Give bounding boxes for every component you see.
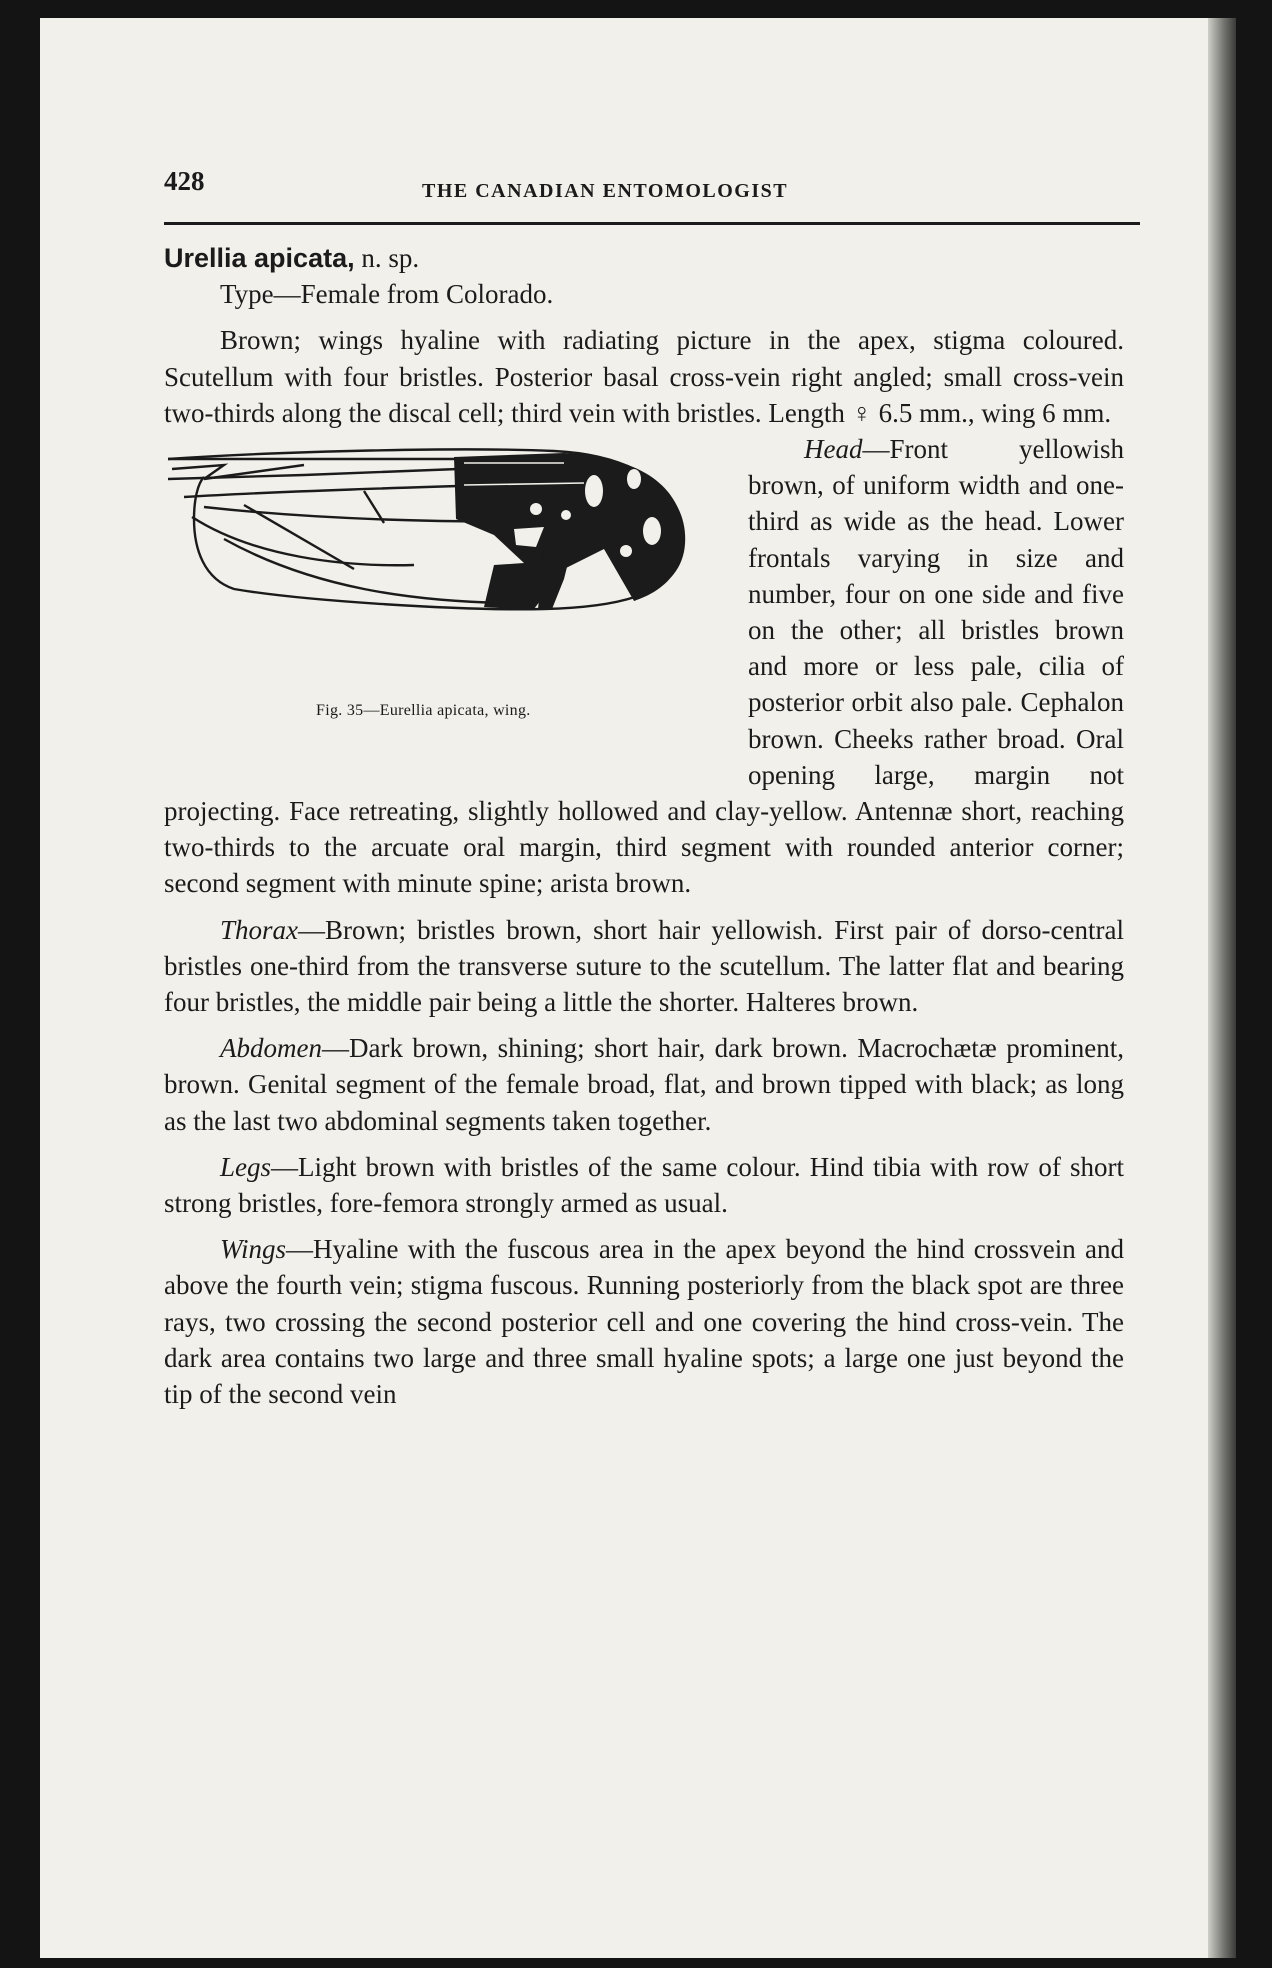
wing-illustration [164,439,724,689]
type-paragraph: Type—Female from Colorado. [220,279,554,310]
species-note: n. sp. [354,243,420,273]
wings-paragraph [164,1231,1124,1412]
header-rule [164,222,1140,225]
article-body [164,240,1124,1412]
thorax-paragraph [164,912,1124,1021]
abdomen-text: —Dark brown, shining; short hair, dark brown. Macrochætæ prominent, brown. Genital segment of the female broad, flat, and brown tipped with black; as long as the last two abdominal segments taken together. [164,1033,1124,1136]
thorax-text: —Brown; bristles brown, short hair yellowish. First pair of dorso-central bristles one-third from the transverse suture to the scutellum. The latter flat and bearing four bristles, the middle pair being a little the shorter. Halteres brown. [164,914,1124,1018]
legs-text: —Light brown with bristles of the same colour. Hind tibia with row of short strong bristles, fore-femora strongly armed as usual. [164,1151,1124,1219]
running-head: THE CANADIAN ENTOMOLOGIST [422,180,789,202]
page-number: 428 [164,166,205,196]
abdomen-label: Abdomen [220,1033,322,1064]
head-label: Head [804,434,863,465]
species-name: Urellia apicata, [164,243,355,273]
legs-paragraph [164,1149,1124,1221]
thorax-label: Thorax [220,914,299,945]
species-heading [164,240,1124,276]
book-page [40,18,1236,1958]
wing-figure [164,437,728,763]
legs-label: Legs [220,1151,272,1182]
abdomen-paragraph [164,1030,1124,1139]
summary-paragraph: Brown; wings hyaline with radiating picture in the apex, stigma coloured. Scutellum with four bristles. Posterior basal cross-vein right angled; small cross-vein two-thirds along the discal cell; third vein with bristles. Length ♀ 6.5 mm., wing 6 mm. [164,325,1124,428]
page-edge-shadow [1208,18,1236,1958]
head-text: —Front yellowish brown, of uniform width and one-third as wide as the head. Lower frontals varying in size and number, four on one side and five on the other; all bristles brown and more or less pale, cilia of posterior orbit also pale. Cephalon brown. Cheeks rather broad. Oral opening large, margin not projecting. Face retreating, slightly hollowed and clay-yellow. Antennæ short, reaching two-thirds to the arcuate oral margin, third segment with rounded anterior corner; second segment with minute spine; arista brown. [164,434,1124,899]
figure-caption: Fig. 35—Eurellia apicata, wing. [316,702,531,720]
head-paragraph [164,431,1124,902]
wings-label: Wings [220,1234,287,1265]
wings-text: —Hyaline with the fuscous area in the apex beyond the hind crossvein and above the fourth vein; stigma fuscous. Running posteriorly from the black spot are three rays, two crossing the second posterior cell and one covering the hind cross-vein. The dark area contains two large and three small hyaline spots; a large one just beyond the tip of the second vein [164,1234,1124,1410]
page-header [164,166,1140,216]
